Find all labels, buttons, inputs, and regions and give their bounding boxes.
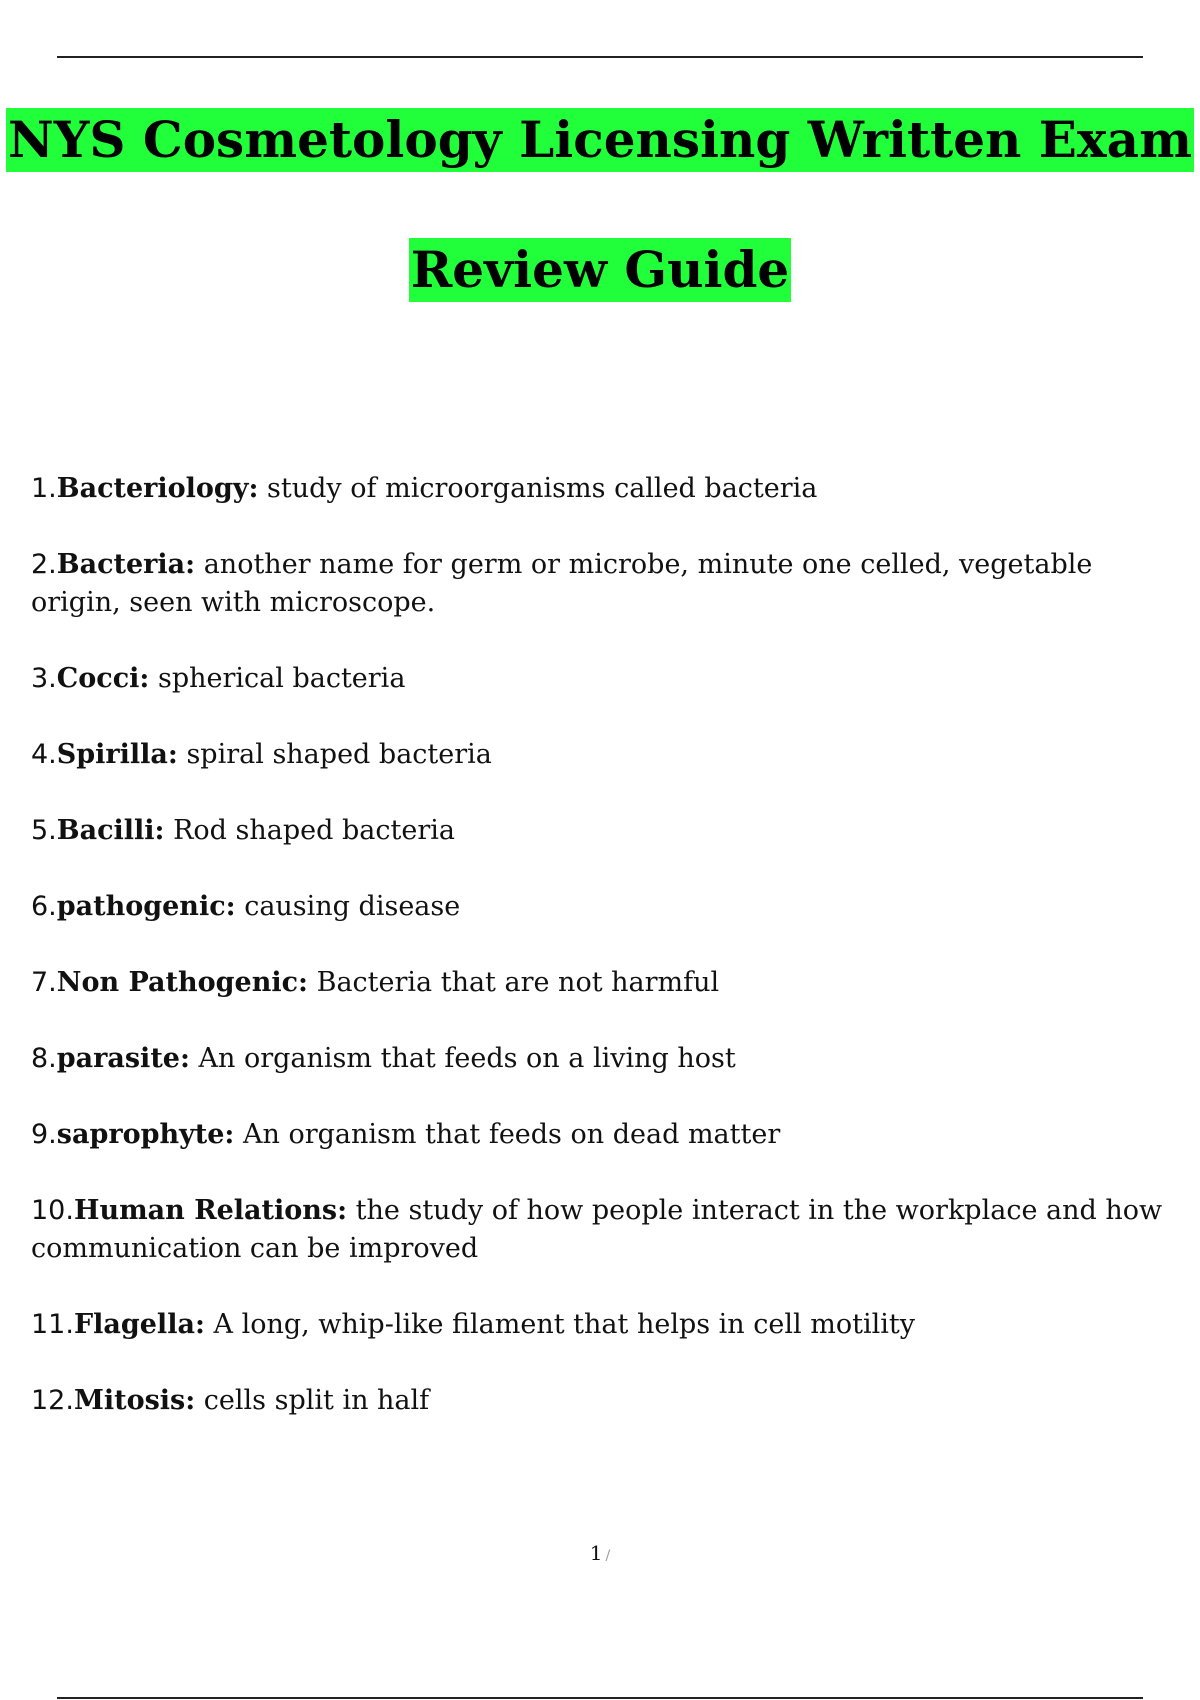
term-name: Bacteriology: [56,473,259,504]
term-definition: Rod shaped bacteria [164,815,455,846]
term-definition: study of microorganisms called bacteria [258,473,818,504]
term-definition: A long, whip-like filament that helps in cell motility [204,1309,915,1340]
term-number: 9. [31,1119,57,1150]
term-item [31,964,1181,1002]
term-item [31,1382,1181,1420]
term-definition: An organism that feeds on dead matter [234,1119,781,1150]
term-number: 6. [31,891,57,922]
term-definition: Bacteria that are not harmful [308,967,720,998]
term-list [31,470,1181,1458]
term-name: Bacteria: [56,549,196,580]
term-name: saprophyte: [56,1119,235,1150]
term-definition: spherical bacteria [149,663,406,694]
term-item [31,1306,1181,1344]
term-definition: causing disease [235,891,461,922]
title-line-2: Review Guide [409,238,792,302]
term-item [31,546,1181,622]
term-number: 12. [31,1385,74,1416]
term-definition: spiral shaped bacteria [177,739,492,770]
term-definition: another name for germ or microbe, minute one celled, vegetable origin, seen with microscope. [31,549,1093,618]
document-title [0,108,1200,302]
term-name: parasite: [56,1043,190,1074]
term-name: Spirilla: [56,739,178,770]
term-number: 7. [31,967,57,998]
term-name: Non Pathogenic: [56,967,309,998]
term-number: 8. [31,1043,57,1074]
term-name: Cocci: [56,663,150,694]
term-name: Flagella: [73,1309,205,1340]
term-name: pathogenic: [56,891,236,922]
bottom-rule [57,1697,1143,1699]
term-item [31,736,1181,774]
title-line-1: NYS Cosmetology Licensing Written Exam [6,108,1194,172]
page-separator: / [605,1548,611,1564]
term-name: Bacilli: [56,815,165,846]
term-number: 1. [31,473,57,504]
term-number: 5. [31,815,57,846]
top-rule [57,56,1143,58]
term-definition: cells split in half [195,1385,430,1416]
term-name: Mitosis: [73,1385,196,1416]
term-number: 2. [31,549,57,580]
term-item [31,812,1181,850]
term-item [31,1192,1181,1268]
term-number: 3. [31,663,57,694]
term-item [31,1040,1181,1078]
page-number-value: 1 [589,1541,603,1565]
term-item [31,1116,1181,1154]
term-number: 10. [31,1195,74,1226]
page-number [0,1540,1200,1569]
term-number: 11. [31,1309,74,1340]
term-definition: the study of how people interact in the workplace and how communication can be improved [31,1195,1163,1264]
term-item [31,660,1181,698]
term-number: 4. [31,739,57,770]
term-item [31,470,1181,508]
term-item [31,888,1181,926]
term-definition: An organism that feeds on a living host [189,1043,736,1074]
term-name: Human Relations: [73,1195,348,1226]
